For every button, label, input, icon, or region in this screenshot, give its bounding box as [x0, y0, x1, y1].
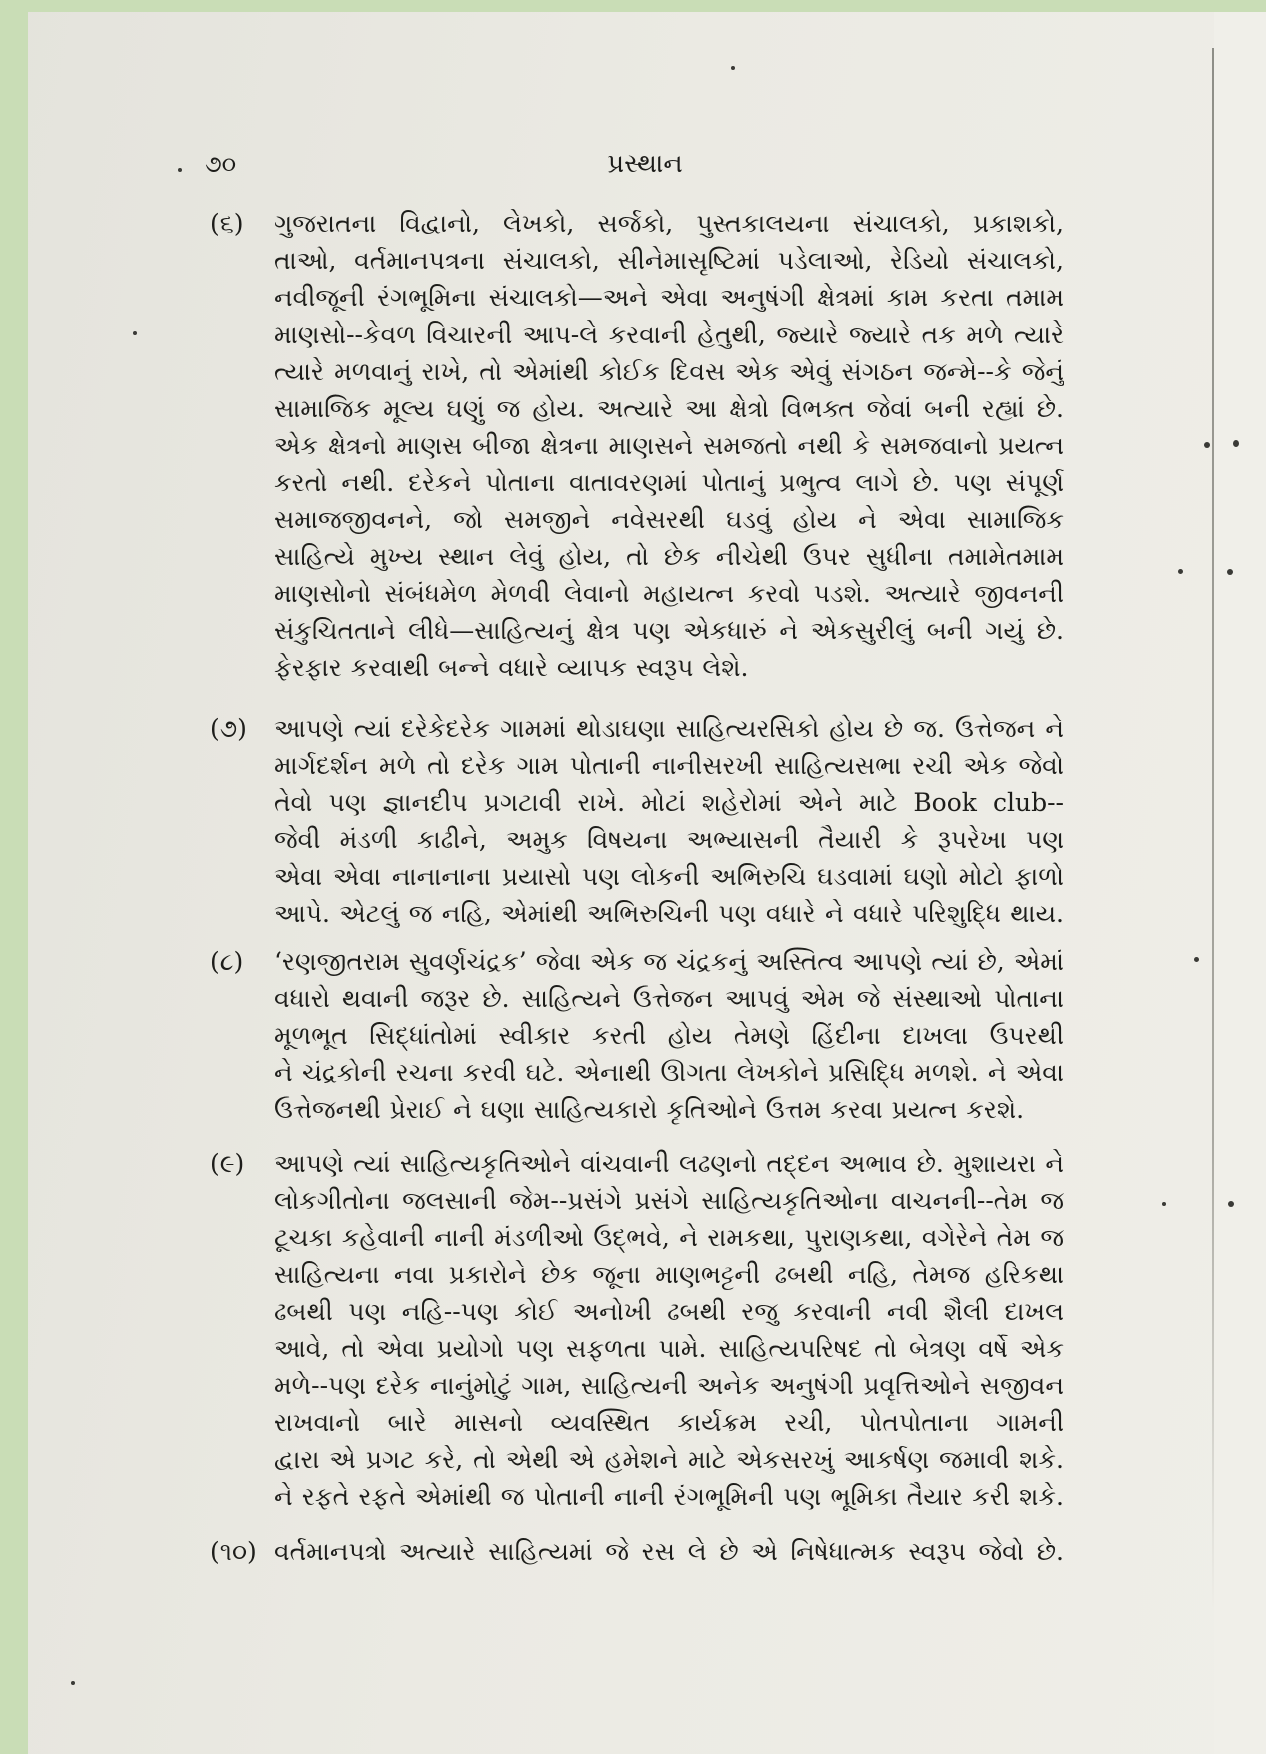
paragraph-text [274, 1533, 1064, 1570]
paragraph-marker: (૭) [210, 714, 247, 743]
text-line: ફેરફાર કરવાથી બન્ને વધારે વ્યાપક સ્વરૂપ લેશે. [274, 653, 749, 682]
scan-border-top [0, 0, 1266, 12]
ink-speck [178, 168, 182, 172]
text-line: માર્ગદર્શન મળે તો દરેક ગામ પોતાની નાનીસરખી સાહિત્યસભા રચી એક જેવો [274, 751, 1064, 780]
paragraph-text [274, 710, 1064, 932]
paragraph-marker: (૧૦) [210, 1537, 257, 1566]
text-line: રાખવાનો બારે માસનો વ્યવસ્થિત કાર્યક્રમ રચી, પોતપોતાના ગામની [274, 1408, 1064, 1437]
text-line: જેવી મંડળી કાઢીને, અમુક વિષયના અભ્યાસની તૈયારી કે રૂપરેખા પણ [274, 825, 1064, 854]
text-line: ને ચંદ્રકોની રચના કરવી ઘટે. એનાથી ઊગતા લેખકોને પ્રસિદ્ધિ મળશે. ને એવા [274, 1058, 1064, 1087]
text-line: વધારો થવાની જરૂર છે. સાહિત્યને ઉત્તેજન આપવું એમ જે સંસ્થાઓ પોતાના [274, 984, 1064, 1013]
text-line: તેવો પણ જ્ઞાનદીપ પ્રગટાવી રાખે. મોટાં શહેરોમાં એને માટે Book club-- [274, 788, 1064, 817]
paragraph-text [274, 1145, 1064, 1515]
ink-speck [1228, 1201, 1234, 1207]
ink-speck [1162, 1202, 1166, 1206]
ink-speck [1233, 440, 1239, 447]
ink-speck [1204, 442, 1210, 448]
page-edge-line [1212, 48, 1214, 1608]
page-number: ૭૦ [205, 150, 237, 178]
text-line: આવે, તો એવા પ્રયોગો પણ સફળતા પામે. સાહિત્યપરિષદ તો બેત્રણ વર્ષે એક [274, 1334, 1064, 1363]
ink-speck [1178, 569, 1183, 574]
running-title: પ્રસ્થાન [607, 149, 683, 179]
ink-speck [133, 331, 137, 335]
text-line: સાહિત્યે મુખ્ય સ્થાન લેવું હોય, તો છેક નીચેથી ઉપર સુધીના તમામેતમામ [274, 542, 1064, 571]
paragraph-text [274, 205, 1064, 686]
text-line: આપે. એટલું જ નહિ, એમાંથી અભિરુચિની પણ વધારે ને વધારે પરિશુદ્ધિ થાય. [274, 899, 1064, 928]
paragraph-marker: (૯) [210, 1149, 245, 1178]
text-line: કરતો નથી. દરેકને પોતાના વાતાવરણમાં પોતાનું પ્રભુત્વ લાગે છે. પણ સંપૂર્ણ [274, 468, 1064, 497]
text-line: ઢબથી પણ નહિ--પણ કોઈ અનોખી ઢબથી રજુ કરવાની નવી શૈલી દાખલ [274, 1297, 1064, 1326]
page-edge-margin [1214, 12, 1266, 1754]
paragraph-marker: (૮) [210, 947, 244, 976]
text-line: સમાજજીવનને, જો સમજીને નવેસરથી ઘડવું હોય ને એવા સામાજિક [274, 505, 1064, 534]
text-line: માણસો--કેવળ વિચારની આપ-લે કરવાની હેતુથી, જ્યારે જ્યારે તક મળે ત્યારે [274, 320, 1064, 349]
text-line: આપણે ત્યાં સાહિત્યકૃતિઓને વાંચવાની લઢણનો તદ્દન અભાવ છે. મુશાયરા ને [274, 1149, 1064, 1178]
text-line: એવા એવા નાનાનાના પ્રયાસો પણ લોકની અભિરુચિ ઘડવામાં ઘણો મોટો ફાળો [274, 862, 1064, 891]
text-line: ઉત્તેજનથી પ્રેરાઈ ને ઘણા સાહિત્યકારો કૃતિઓને ઉત્તમ કરવા પ્રયત્ન કરશે. [274, 1095, 1025, 1124]
paragraph-text [274, 943, 1064, 1128]
text-line: સામાજિક મૂલ્ય ઘણું જ હોય. અત્યારે આ ક્ષેત્રો વિભક્ત જેવાં બની રહ્યાં છે. [274, 394, 1064, 423]
text-line: માણસોનો સંબંધમેળ મેળવી લેવાનો મહાયત્ન કરવો પડશે. અત્યારે જીવનની [274, 579, 1064, 608]
text-line: સંકુચિતતાને લીધે—સાહિત્યનું ક્ષેત્ર પણ એકધારું ને એકસુરીલું બની ગયું છે. [274, 616, 1064, 645]
text-line: મળે--પણ દરેક નાનુંમોટું ગામ, સાહિત્યની અનેક અનુષંગી પ્રવૃત્તિઓને સજીવન [274, 1371, 1064, 1400]
text-line: મૂળભૂત સિદ્ધાંતોમાં સ્વીકાર કરતી હોય તેમણે હિંદીના દાખલા ઉપરથી [274, 1021, 1064, 1050]
text-line: દ્વારા એ પ્રગટ કરે, તો એથી એ હમેશને માટે એકસરખું આકર્ષણ જમાવી શકે. [274, 1445, 1064, 1474]
text-line: આપણે ત્યાં દરેકેદરેક ગામમાં થોડાઘણા સાહિત્યરસિકો હોય છે જ. ઉત્તેજન ને [274, 714, 1064, 743]
text-line: ત્યારે મળવાનું રાખે, તો એમાંથી કોઈક દિવસ એક એવું સંગઠન જન્મે--કે જેનું [274, 357, 1064, 386]
text-line: ટૂચકા કહેવાની નાની મંડળીઓ ઉદ્ભવે, ને રામકથા, પુરાણકથા, વગેરેને તેમ જ [274, 1223, 1064, 1252]
text-line: ‘રણજીતરામ સુવર્ણચંદ્રક’ જેવા એક જ ચંદ્રકનું અસ્તિત્વ આપણે ત્યાં છે, એમાં [274, 947, 1064, 976]
scan-border-left [0, 0, 28, 1754]
paragraph-marker: (૬) [210, 209, 244, 238]
text-line: નવીજૂની રંગભૂમિના સંચાલકો—અને એવા અનુષંગી ક્ષેત્રમાં કામ કરતા તમામ [274, 283, 1064, 312]
ink-speck [731, 66, 735, 70]
ink-speck [1227, 569, 1233, 575]
text-line: ને રફતે રફતે એમાંથી જ પોતાની નાની રંગભૂમિની પણ ભૂમિકા તૈયાર કરી શકે. [274, 1482, 1064, 1511]
ink-speck [71, 1681, 75, 1685]
text-line: લોકગીતોના જલસાની જેમ--પ્રસંગે પ્રસંગે સાહિત્યકૃતિઓના વાચનની--તેમ જ [274, 1186, 1064, 1215]
text-line: ગુજરાતના વિદ્વાનો, લેખકો, સર્જકો, પુસ્તકાલયના સંચાલકો, પ્રકાશકો, [274, 209, 1064, 238]
text-line: વર્તમાનપત્રો અત્યારે સાહિત્યમાં જે રસ લે છે એ નિષેધાત્મક સ્વરૂપ જેવો છે. [274, 1537, 1064, 1566]
text-line: સાહિત્યના નવા પ્રકારોને છેક જૂના માણભટ્ટની ઢબથી નહિ, તેમજ હરિકથા [274, 1260, 1064, 1289]
ink-speck [1194, 957, 1199, 962]
text-line: એક ક્ષેત્રનો માણસ બીજા ક્ષેત્રના માણસને સમજતો નથી કે સમજવાનો પ્રયત્ન [274, 431, 1064, 460]
text-line: તાઓ, વર્તમાનપત્રના સંચાલકો, સીનેમાસૃષ્ટિમાં પડેલાઓ, રેડિયો સંચાલકો, [274, 246, 1064, 275]
